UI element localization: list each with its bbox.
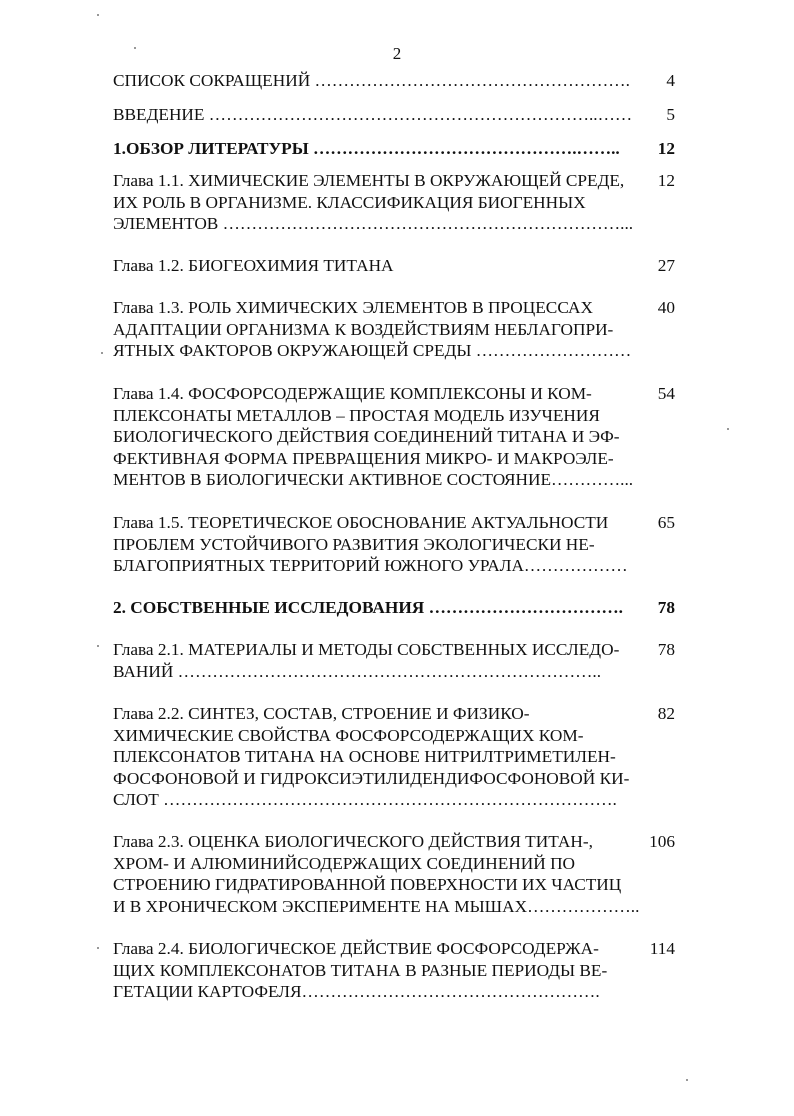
toc-line: ПЛЕКСОНАТОВ ТИТАНА НА ОСНОВЕ НИТРИЛТРИМЕТИЛЕН- <box>113 747 616 766</box>
toc-entry-chapter-2-4[interactable] <box>113 938 675 1003</box>
toc-line: ЭЛЕМЕНТОВ ……………………………………………………………... <box>113 214 634 233</box>
toc-page-number: 82 <box>657 704 675 723</box>
toc-page-number: 65 <box>657 513 675 532</box>
toc-line: МЕНТОВ В БИОЛОГИЧЕСКИ АКТИВНОЕ СОСТОЯНИЕ…………... <box>113 470 634 489</box>
toc-entry-title <box>113 703 675 811</box>
toc-line: 2. СОБСТВЕННЫЕ ИССЛЕДОВАНИЯ ……………………………. <box>113 598 623 617</box>
scan-speck <box>101 352 103 354</box>
toc-entry-title <box>113 138 675 160</box>
toc-line: ГЕТАЦИИ КАРТОФЕЛЯ……………………………………………. <box>113 982 600 1001</box>
toc-entry-title <box>113 170 675 235</box>
toc-line: Глава 1.1. ХИМИЧЕСКИЕ ЭЛЕМЕНТЫ В ОКРУЖАЮЩЕЙ СРЕДЕ, <box>113 171 625 190</box>
toc-line: Глава 1.2. БИОГЕОХИМИЯ ТИТАНА <box>113 256 394 275</box>
toc-entry-literature-review[interactable] <box>113 138 675 160</box>
toc-page-number: 78 <box>657 640 675 659</box>
scan-speck <box>97 645 99 647</box>
toc-page-number: 40 <box>657 298 675 317</box>
toc-page-number: 5 <box>666 105 675 124</box>
toc-page-number: 106 <box>649 832 675 851</box>
toc-line: Глава 1.3. РОЛЬ ХИМИЧЕСКИХ ЭЛЕМЕНТОВ В ПРОЦЕССАХ <box>113 298 593 317</box>
toc-line: ИХ РОЛЬ В ОРГАНИЗМЕ. КЛАССИФИКАЦИЯ БИОГЕННЫХ <box>113 192 586 212</box>
toc-entry-title <box>113 383 675 491</box>
toc-line: И В ХРОНИЧЕСКОМ ЭКСПЕРИМЕНТЕ НА МЫШАХ……………….. <box>113 896 640 916</box>
scan-speck <box>97 947 99 949</box>
scan-speck <box>686 1079 688 1081</box>
toc-entry-title <box>113 938 675 1003</box>
toc-line: ЩИХ КОМПЛЕКСОНАТОВ ТИТАНА В РАЗНЫЕ ПЕРИОДЫ ВЕ- <box>113 960 608 980</box>
toc-entry-title <box>113 597 675 619</box>
toc-page-number: 12 <box>657 139 675 158</box>
toc-page-number: 12 <box>657 171 675 190</box>
toc-line: ХИМИЧЕСКИЕ СВОЙСТВА ФОСФОРСОДЕРЖАЩИХ КОМ- <box>113 725 584 745</box>
toc-line: Глава 2.1. МАТЕРИАЛЫ И МЕТОДЫ СОБСТВЕННЫХ ИССЛЕДО- <box>113 640 620 659</box>
toc-page-number: 4 <box>666 71 675 90</box>
toc-entry-title <box>113 104 675 126</box>
toc-line: ПРОБЛЕМ УСТОЙЧИВОГО РАЗВИТИЯ ЭКОЛОГИЧЕСКИ НЕ- <box>113 534 595 554</box>
toc-entry-title <box>113 831 675 917</box>
toc-line: Глава 2.4. БИОЛОГИЧЕСКОЕ ДЕЙСТВИЕ ФОСФОРСОДЕРЖА- <box>113 939 599 958</box>
toc-entry-introduction[interactable] <box>113 104 675 126</box>
toc-line: ПЛЕКСОНАТЫ МЕТАЛЛОВ – ПРОСТАЯ МОДЕЛЬ ИЗУЧЕНИЯ <box>113 405 600 425</box>
toc-line: Глава 1.5. ТЕОРЕТИЧЕСКОЕ ОБОСНОВАНИЕ АКТУАЛЬНОСТИ <box>113 513 609 532</box>
toc-page-number: 78 <box>657 598 675 617</box>
toc-line: ФЕКТИВНАЯ ФОРМА ПРЕВРАЩЕНИЯ МИКРО- И МАКРОЭЛЕ- <box>113 448 614 468</box>
toc-entry-abbreviations[interactable] <box>113 70 675 92</box>
toc-entry-chapter-1-1[interactable] <box>113 170 675 235</box>
toc-page-number: 54 <box>657 384 675 403</box>
toc-line: БИОЛОГИЧЕСКОГО ДЕЙСТВИЯ СОЕДИНЕНИЙ ТИТАНА И ЭФ- <box>113 427 620 446</box>
toc-line: БЛАГОПРИЯТНЫХ ТЕРРИТОРИЙ ЮЖНОГО УРАЛА……………… <box>113 556 628 575</box>
scan-speck <box>727 428 729 430</box>
toc-line: АДАПТАЦИИ ОРГАНИЗМА К ВОЗДЕЙСТВИЯМ НЕБЛАГОПРИ- <box>113 319 614 339</box>
toc-line: ВВЕДЕНИЕ …………………………………………………………..…… <box>113 105 633 124</box>
toc-page-number: 27 <box>657 256 675 275</box>
toc-page-number: 114 <box>649 939 675 958</box>
toc-entry-title <box>113 297 675 362</box>
toc-line: Глава 2.2. СИНТЕЗ, СОСТАВ, СТРОЕНИЕ И ФИЗИКО- <box>113 704 530 723</box>
toc-line: СПИСОК СОКРАЩЕНИЙ ………………………………………………. <box>113 71 630 90</box>
toc-entry-title <box>113 70 675 92</box>
page-number: 2 <box>392 44 402 63</box>
scan-speck <box>134 47 136 49</box>
toc-line: СЛОТ ……………………………………………………………………. <box>113 790 617 809</box>
toc-line: 1.ОБЗОР ЛИТЕРАТУРЫ ……………………………………….…….. <box>113 139 620 158</box>
toc-entry-title <box>113 512 675 577</box>
toc-entry-title <box>113 255 675 277</box>
toc-line: СТРОЕНИЮ ГИДРАТИРОВАННОЙ ПОВЕРХНОСТИ ИХ ЧАСТИЦ <box>113 875 622 894</box>
toc-entry-chapter-2-2[interactable] <box>113 703 675 811</box>
toc-entry-chapter-2-3[interactable] <box>113 831 675 917</box>
scan-speck <box>97 14 99 16</box>
toc-line: Глава 2.3. ОЦЕНКА БИОЛОГИЧЕСКОГО ДЕЙСТВИЯ ТИТАН-, <box>113 832 593 851</box>
toc-line: ХРОМ- И АЛЮМИНИЙСОДЕРЖАЩИХ СОЕДИНЕНИЙ ПО <box>113 853 576 873</box>
toc-entry-chapter-1-5[interactable] <box>113 512 675 577</box>
toc-line: ФОСФОНОВОЙ И ГИДРОКСИЭТИЛИДЕНДИФОСФОНОВОЙ КИ- <box>113 768 630 788</box>
toc-entry-chapter-1-2[interactable] <box>113 255 675 277</box>
toc-entry-title <box>113 639 675 682</box>
toc-line: ВАНИЙ ……………………………………………………………….. <box>113 661 602 681</box>
toc-line: Глава 1.4. ФОСФОРСОДЕРЖАЩИЕ КОМПЛЕКСОНЫ И КОМ- <box>113 384 592 403</box>
toc-entry-own-research[interactable] <box>113 597 675 619</box>
toc-entry-chapter-2-1[interactable] <box>113 639 675 682</box>
toc-entry-chapter-1-4[interactable] <box>113 383 675 491</box>
toc-line: ЯТНЫХ ФАКТОРОВ ОКРУЖАЮЩЕЙ СРЕДЫ ……………………… <box>113 341 632 360</box>
toc-entry-chapter-1-3[interactable] <box>113 297 675 362</box>
